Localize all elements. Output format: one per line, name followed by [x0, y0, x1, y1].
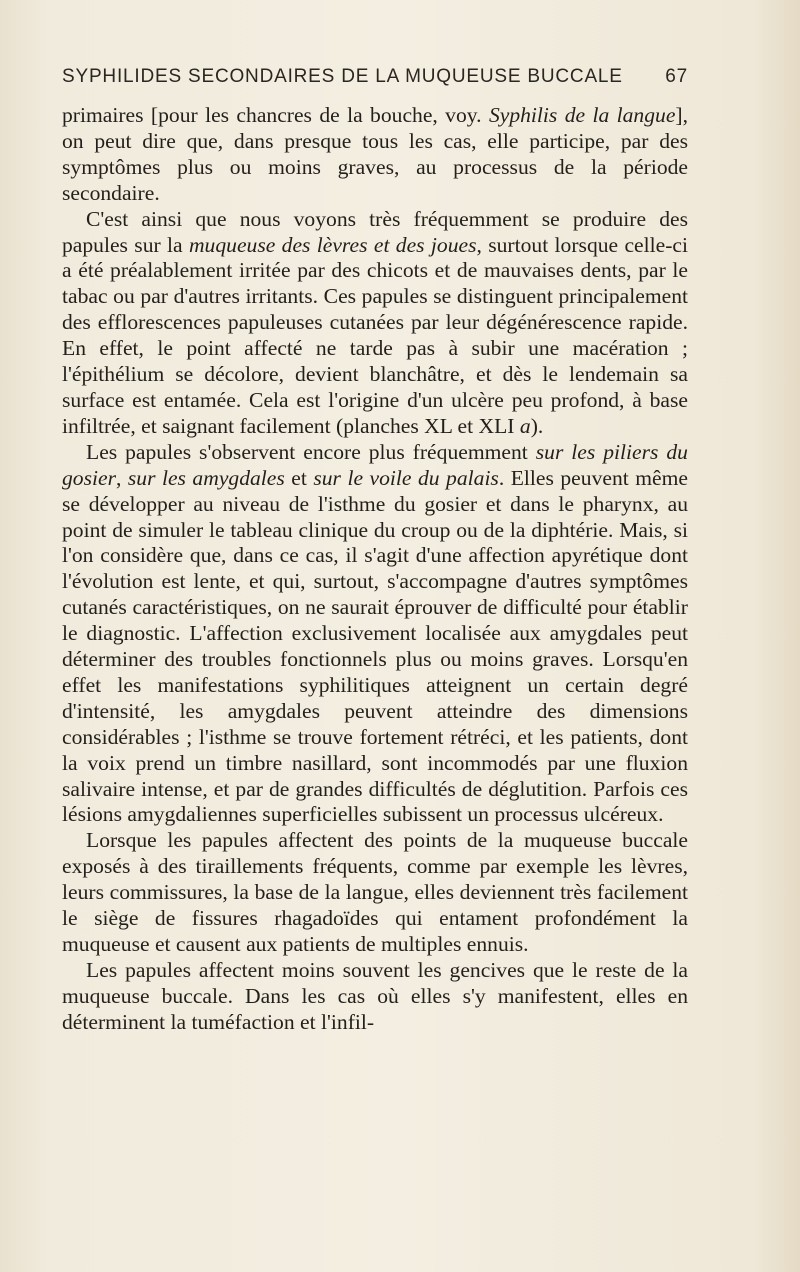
- page-number: 67: [665, 66, 688, 87]
- text-run: , surtout lorsque celle-ci a été préalablement irritée par des chicots et de mauvaises dents, par le tabac ou par d'autres irritants. Ces papules se distinguent principalement des efflorescences papuleuses cutanées par leur dégénérescence rapide. En effet, le point affecté ne tarde pas à subir une macération ; l'épithélium se décolore, devient blanchâtre, et dès le lendemain sa surface est entamée. Cela est l'origine d'un ulcère peu profond, à base infiltrée, et saignant facilement (planches XL et XLI: [62, 232, 688, 438]
- italic-text: sur les piliers du gosier: [62, 439, 688, 490]
- body-text: [62, 103, 688, 1036]
- text-run: Les papules affectent moins souvent les gencives que le reste de la muqueuse buccale. Dans les cas où elles s'y manifestent, elles en déterminent la tuméfaction et l'infil-: [62, 957, 688, 1034]
- italic-text: muqueuse des lèvres et des joues: [188, 232, 477, 257]
- text-run: Les papules s'observent encore plus fréquemment: [86, 439, 536, 464]
- running-title: SYPHILIDES SECONDAIRES DE LA MUQUEUSE BUCCALE: [62, 66, 623, 87]
- paragraph: [62, 207, 688, 440]
- paragraph: [62, 440, 688, 829]
- italic-text: sur les amygdales: [127, 465, 285, 490]
- text-run: ], on peut dire que, dans presque tous les cas, elle participe, par des symptômes plus ou moins graves, au processus de la période secondaire.: [62, 103, 688, 205]
- text-run: ,: [115, 465, 128, 490]
- paragraph: [62, 103, 688, 207]
- text-run: primaires [pour les chancres de la bouche, voy.: [62, 103, 489, 127]
- italic-text: a: [519, 413, 531, 438]
- text-run: et: [284, 465, 314, 490]
- running-header: [62, 66, 688, 88]
- italic-text: sur le voile du palais: [313, 465, 499, 490]
- paragraph: [62, 958, 688, 1036]
- text-run: Lorsque les papules affectent des points de la muqueuse buccale exposés à des tiraillements fréquents, comme par exemple les lèvres, leurs commissures, la base de la langue, elles deviennent très facilement le siège de fissures rhagadoïdes qui entament profondément la muqueuse et causent aux patients de multiples ennuis.: [62, 828, 688, 956]
- text-run: C'est ainsi que nous voyons très fréquemment se produire des papules sur la: [62, 206, 688, 257]
- italic-text: Syphilis de la langue: [488, 103, 676, 127]
- text-run: . Elles peuvent même se développer au niveau de l'isthme du gosier et dans le pharynx, au point de simuler le tableau clinique du croup ou de la diphtérie. Mais, si l'on considère que, dans ce cas, il s'agit d'une affection apyrétique dont l'évolution est lente, et qui, surtout, s'accompagne d'autres symptômes cutanés caractéristiques, on ne saurait éprouver de difficulté pour établir le diagnostic. L'affection exclusivement localisée aux amygdales peut déterminer des troubles fonctionnels plus ou moins graves. Lorsqu'en effet les manifestations syphilitiques atteignent un certain degré d'intensité, les amygdales peuvent atteindre des dimensions considérables ; l'isthme se trouve fortement rétréci, et les patients, dont la voix prend un timbre nasillard, sont incommodés par une fluxion salivaire intense, et par de grandes difficultés de déglutition. Parfois ces lésions amygdaliennes superficielles subissent un processus ulcéreux.: [62, 465, 688, 827]
- paragraph: [62, 828, 688, 958]
- text-run: ).: [530, 413, 544, 438]
